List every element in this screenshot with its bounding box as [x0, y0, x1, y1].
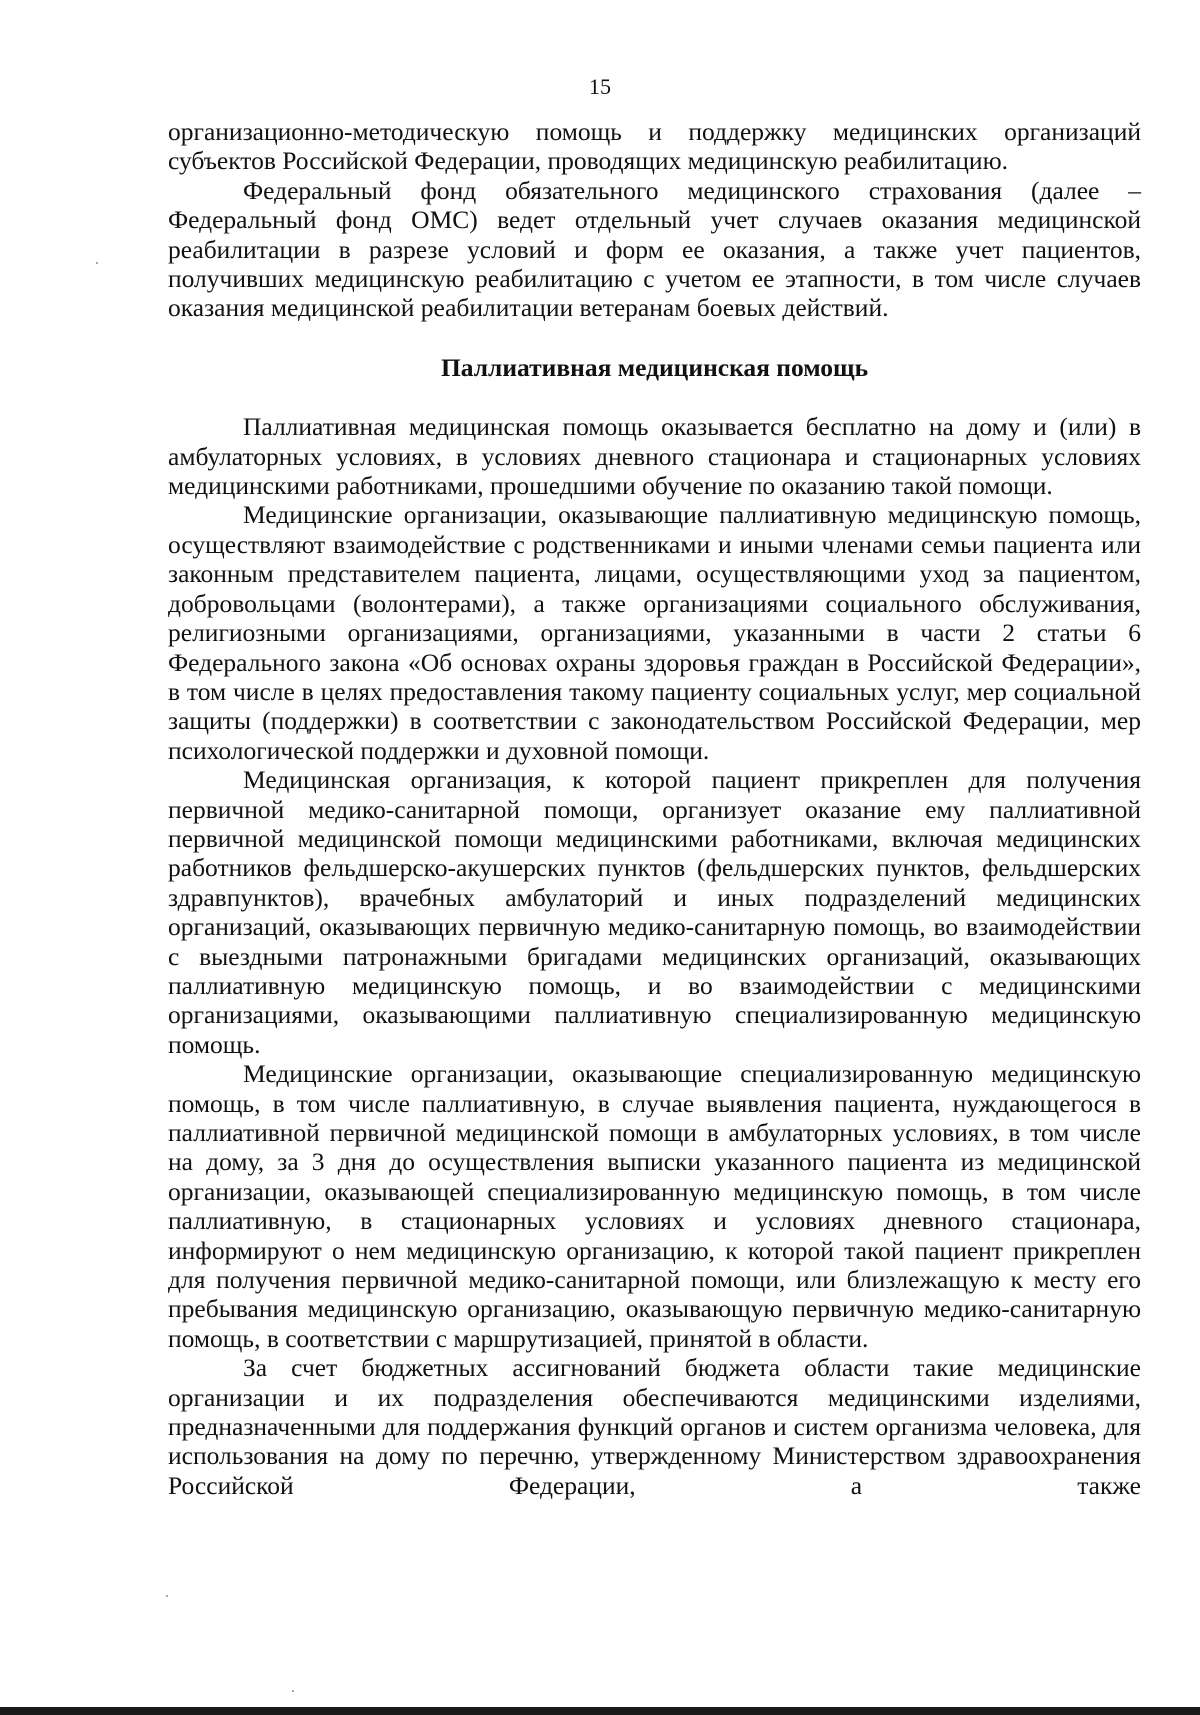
- page-number: 15: [589, 74, 611, 99]
- scan-speck: [96, 262, 98, 264]
- document-body: [168, 117, 1141, 1500]
- paragraph-palliative-free: Паллиативная медицинская помощь оказывается бесплатно на дому и (или) в амбулаторных условиях, в условиях дневного стационара и стационарных условиях медицинскими работниками, прошедшими обучение по оказанию такой помощи.: [168, 412, 1141, 501]
- paragraph-federal-fund: Федеральный фонд обязательного медицинского страхования (далее – Федеральный фонд ОМС) ведет отдельный учет случаев оказания медицинской реабилитации в разрезе условий и форм ее оказания, а также учет пациентов, получивших медицинскую реабилитацию с учетом ее этапности, в том числе случаев оказания медицинской реабилитации ветеранам боевых действий.: [168, 175, 1141, 323]
- scan-border: [0, 1707, 1200, 1715]
- paragraph-specialized-care: Медицинские организации, оказывающие специализированную медицинскую помощь, в том числе паллиативную, в случае выявления пациента, нуждающегося в паллиативной первичной медицинской помощи в амбулаторных условиях, в том числе на дому, за 3 дня до осуществления выписки указанного пациента из медицинской организации, оказывающей специализированную медицинскую помощь, в том числе паллиативную, в стационарных условиях и условиях дневного стационара, информируют о нем медицинскую организацию, к которой такой пациент прикреплен для получения первичной медико-санитарной помощи, или близлежащую к месту его пребывания медицинскую организацию, оказывающую первичную медико-санитарную помощь, в соответствии с маршрутизацией, принятой в области.: [168, 1059, 1141, 1353]
- scan-speck: [292, 1690, 294, 1692]
- section-heading-palliative-care: Паллиативная медицинская помощь: [440, 352, 869, 382]
- paragraph-budget-funding: За счет бюджетных ассигнований бюджета области такие медицинские организации и их подразделения обеспечиваются медицинскими изделиями, предназначенными для поддержания функций органов и систем организма человека, для использования на дому по перечню, утвержденному Министерством здравоохранения Российской Федерации, а также: [168, 1353, 1141, 1500]
- scan-speck: [166, 1595, 168, 1597]
- paragraph-primary-care-organization: Медицинская организация, к которой пациент прикреплен для получения первичной медико-санитарной помощи, организует оказание ему паллиативной первичной медицинской помощи медицинскими работниками, включая медицинских работников фельдшерско-акушерских пунктов (фельдшерских пунктов, фельдшерских здравпунктов), врачебных амбулаторий и иных подразделений медицинских организаций, оказывающих первичную медико-санитарную помощь, во взаимодействии с выездными патронажными бригадами медицинских организаций, оказывающих паллиативную медицинскую помощь, и во взаимодействии с медицинскими организациями, оказывающими паллиативную специализированную медицинскую помощь.: [168, 765, 1141, 1059]
- paragraph-continuation: организационно-методическую помощь и поддержку медицинских организаций субъектов Российской Федерации, проводящих медицинскую реабилитацию.: [168, 117, 1141, 176]
- paragraph-interaction: Медицинские организации, оказывающие паллиативную медицинскую помощь, осуществляют взаимодействие с родственниками и иными членами семьи пациента или законным представителем пациента, лицами, осуществляющими уход за пациентом, добровольцами (волонтерами), а также организациями социального обслуживания, религиозными организациями, организациями, указанными в части 2 статьи 6 Федерального закона «Об основах охраны здоровья граждан в Российской Федерации», в том числе в целях предоставления такому пациенту социальных услуг, мер социальной защиты (поддержки) в соответствии с законодательством Российской Федерации, мер психологической поддержки и духовной помощи.: [168, 500, 1141, 765]
